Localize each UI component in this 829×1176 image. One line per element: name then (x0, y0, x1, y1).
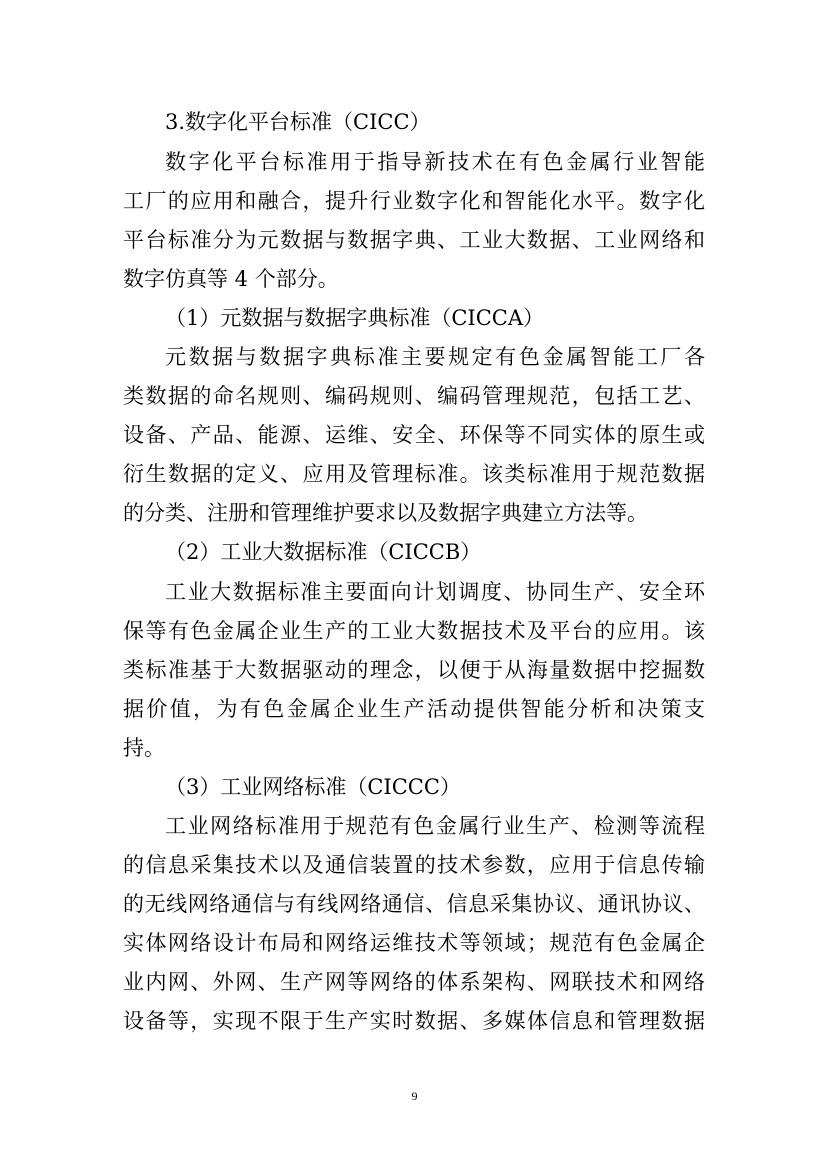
paragraph-line: 的分类、注册和管理维护要求以及数据字典建立方法等。 (123, 501, 648, 525)
page-number: 9 (411, 1089, 418, 1103)
paragraph-line: 工厂的应用和融合，提升行业数字化和智能化水平。数字化 (123, 189, 705, 213)
section-heading: 3.数字化平台标准（CICC） (165, 110, 431, 134)
paragraph-line: 类数据的命名规则、编码规则、编码管理规范，包括工艺、 (123, 384, 705, 408)
paragraph-line: 设备、产品、能源、运维、安全、环保等不同实体的原生或 (123, 423, 705, 447)
paragraph-line: 工业网络标准用于规范有色金属行业生产、检测等流程 (165, 814, 705, 838)
paragraph-line: 数字化平台标准用于指导新技术在有色金属行业智能 (165, 150, 705, 174)
paragraph-line: 设备等，实现不限于生产实时数据、多媒体信息和管理数据 (123, 1009, 705, 1033)
paragraph-line: 衍生数据的定义、应用及管理标准。该类标准用于规范数据 (123, 462, 705, 486)
paragraph-line: 保等有色金属企业生产的工业大数据技术及平台的应用。该 (123, 619, 705, 643)
paragraph-line: 的信息采集技术以及通信装置的技术参数，应用于信息传输 (123, 853, 705, 877)
paragraph-line: 据价值，为有色金属企业生产活动提供智能分析和决策支 (123, 697, 705, 721)
paragraph-line: 实体网络设计布局和网络运维技术等领域；规范有色金属企 (123, 931, 705, 955)
subsection-heading: （3）工业网络标准（CICCC） (165, 775, 461, 799)
paragraph-line: 元数据与数据字典标准主要规定有色金属智能工厂各 (165, 345, 705, 369)
paragraph-line: 的无线网络通信与有线网络通信、信息采集协议、通讯协议、 (123, 892, 705, 916)
paragraph-line: 业内网、外网、生产网等网络的体系架构、网联技术和网络 (123, 970, 705, 994)
subsection-heading: （1）元数据与数据字典标准（CICCA） (165, 306, 545, 330)
paragraph-line: 工业大数据标准主要面向计划调度、协同生产、安全环 (165, 580, 705, 604)
subsection-heading: （2）工业大数据标准（CICCB） (165, 540, 482, 564)
paragraph-line: 类标准基于大数据驱动的理念，以便于从海量数据中挖掘数 (123, 658, 705, 682)
paragraph-line: 平台标准分为元数据与数据字典、工业大数据、工业网络和 (123, 228, 705, 252)
paragraph-line: 数字仿真等 4 个部分。 (123, 267, 339, 291)
paragraph-line: 持。 (123, 736, 165, 760)
